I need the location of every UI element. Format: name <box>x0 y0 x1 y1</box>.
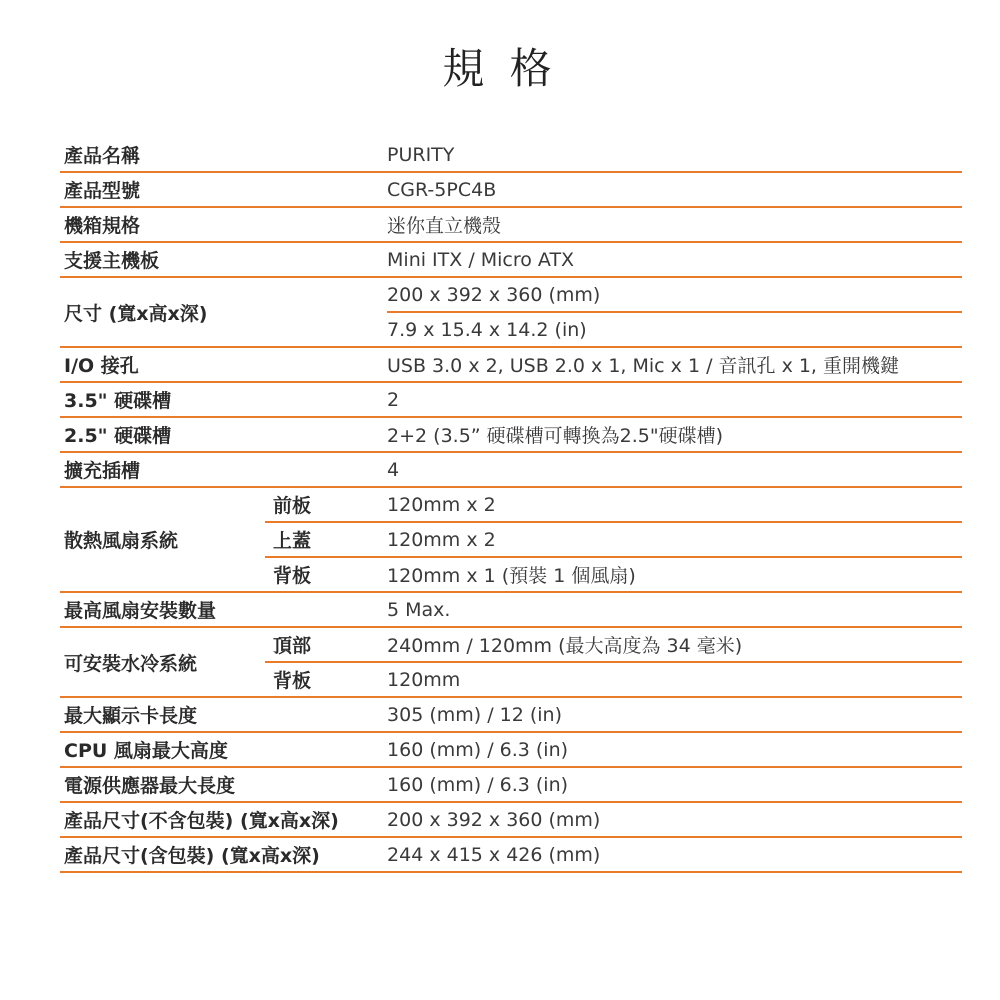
row-value: 120mm x 2 <box>387 487 962 522</box>
row-value: 2+2 (3.5” 硬碟槽可轉換為2.5"硬碟槽) <box>387 417 962 452</box>
row-value: 120mm <box>387 662 962 697</box>
row-label: 產品尺寸(不含包裝) (寬x高x深) <box>60 802 387 837</box>
row-sublabel: 背板 <box>265 557 387 592</box>
row-label: 擴充插槽 <box>60 452 387 487</box>
table-row-case-type <box>60 207 962 242</box>
row-sublabel: 頂部 <box>265 627 387 662</box>
table-row-io <box>60 347 962 382</box>
table-row-cpu-cooler <box>60 732 962 767</box>
row-value: 160 (mm) / 6.3 (in) <box>387 767 962 802</box>
row-label: CPU 風扇最大高度 <box>60 732 387 767</box>
row-value: Mini ITX / Micro ATX <box>387 242 962 277</box>
table-row-gpu-length <box>60 697 962 732</box>
row-value: 2 <box>387 382 962 417</box>
row-value: PURITY <box>387 138 962 172</box>
row-value: 5 Max. <box>387 592 962 627</box>
table-row-max-fans <box>60 592 962 627</box>
row-label: 產品名稱 <box>60 138 387 172</box>
row-sublabel: 背板 <box>265 662 387 697</box>
row-value: 160 (mm) / 6.3 (in) <box>387 732 962 767</box>
row-label: 散熱風扇系統 <box>60 487 265 592</box>
row-value: USB 3.0 x 2, USB 2.0 x 1, Mic x 1 / 音訊孔 x 1, 重開機鍵 <box>387 347 962 382</box>
row-value: 120mm x 2 <box>387 522 962 557</box>
table-row-psu-length <box>60 767 962 802</box>
row-sublabel: 上蓋 <box>265 522 387 557</box>
table-row-motherboard <box>60 242 962 277</box>
row-label: 2.5" 硬碟槽 <box>60 417 387 452</box>
row-label: 機箱規格 <box>60 207 387 242</box>
row-label: 最高風扇安裝數量 <box>60 592 387 627</box>
row-value: 120mm x 1 (預裝 1 個風扇) <box>387 557 962 592</box>
row-label: 產品型號 <box>60 172 387 207</box>
row-value: 7.9 x 15.4 x 14.2 (in) <box>387 312 962 347</box>
table-row-fan-front <box>60 487 962 522</box>
row-value: 244 x 415 x 426 (mm) <box>387 837 962 872</box>
row-value: CGR-5PC4B <box>387 172 962 207</box>
table-row-25-bay <box>60 417 962 452</box>
table-row-35-bay <box>60 382 962 417</box>
row-value: 迷你直立機殼 <box>387 207 962 242</box>
row-label: 3.5" 硬碟槽 <box>60 382 387 417</box>
row-label: 可安裝水冷系統 <box>60 627 265 697</box>
spec-table <box>60 138 962 873</box>
row-label: 最大顯示卡長度 <box>60 697 387 732</box>
row-label: 電源供應器最大長度 <box>60 767 387 802</box>
table-row-product-name <box>60 138 962 172</box>
table-row-dimensions <box>60 277 962 312</box>
row-value: 240mm / 120mm (最大高度為 34 毫米) <box>387 627 962 662</box>
row-sublabel: 前板 <box>265 487 387 522</box>
row-value: 305 (mm) / 12 (in) <box>387 697 962 732</box>
table-row-model <box>60 172 962 207</box>
row-label: 尺寸 (寬x高x深) <box>60 277 387 347</box>
row-value: 200 x 392 x 360 (mm) <box>387 277 962 312</box>
row-label: I/O 接孔 <box>60 347 387 382</box>
row-value: 4 <box>387 452 962 487</box>
page-title: 規 格 <box>442 44 558 93</box>
table-row-expansion <box>60 452 962 487</box>
row-label: 產品尺寸(含包裝) (寬x高x深) <box>60 837 387 872</box>
table-row-liquid-top <box>60 627 962 662</box>
table-row-size-package <box>60 837 962 872</box>
table-row-size-no-package <box>60 802 962 837</box>
row-value: 200 x 392 x 360 (mm) <box>387 802 962 837</box>
row-label: 支援主機板 <box>60 242 387 277</box>
